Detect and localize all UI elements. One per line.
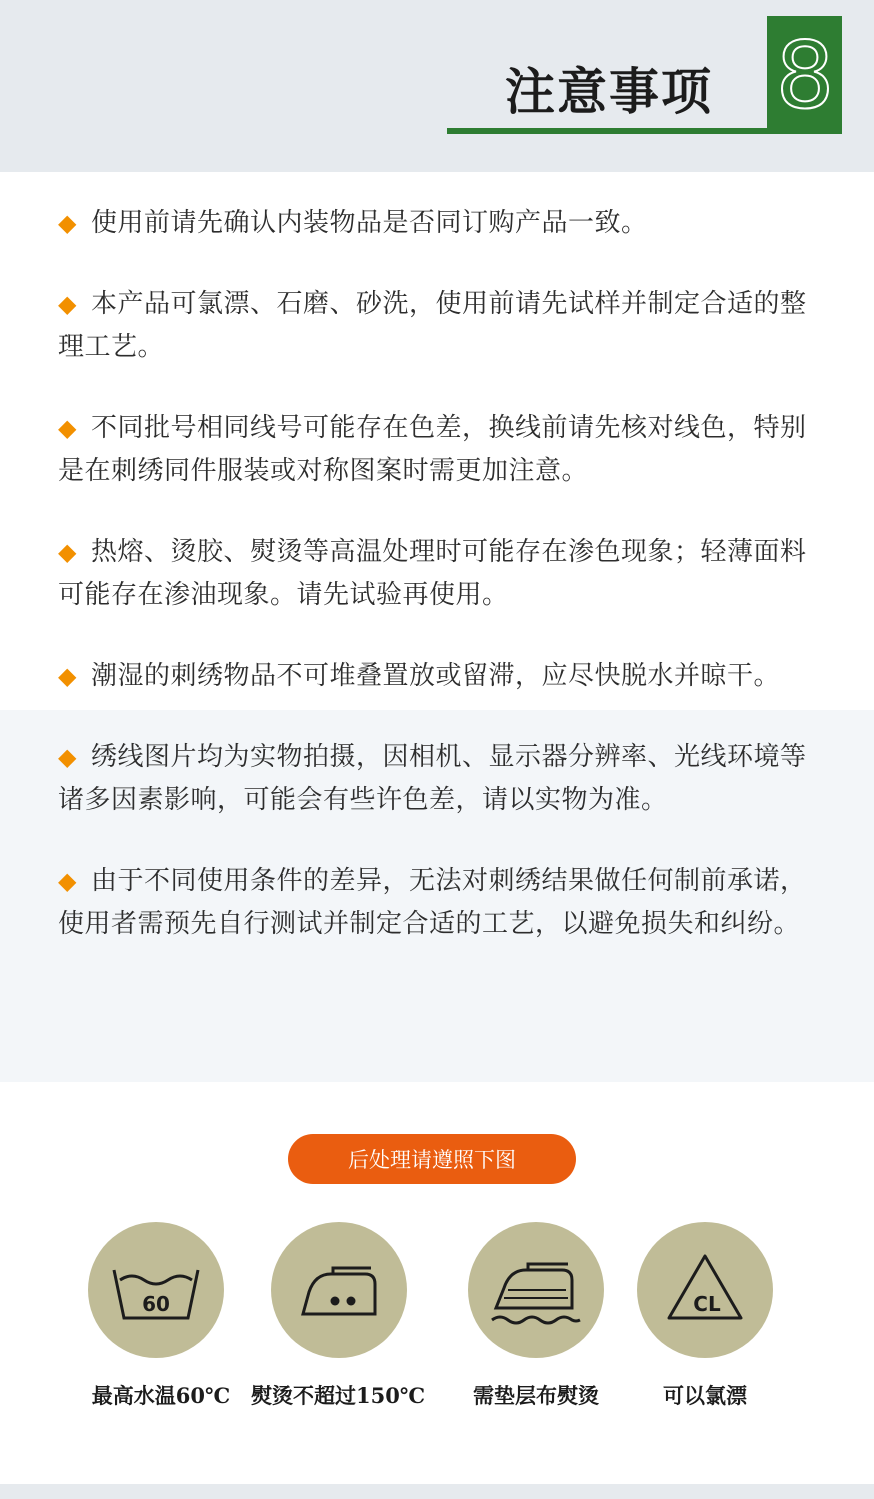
header-band [0, 0, 874, 172]
note-item [58, 202, 818, 245]
footer-strip [0, 1484, 874, 1499]
content-area [0, 172, 874, 1484]
note-item [58, 407, 818, 493]
note-text: 不同批号相同线号可能存在色差，换线前请先核对线色，特别是在刺绣同件服装或对称图案时需更加注意。 [58, 413, 807, 486]
bleach-label: 可以氯漂 [663, 1383, 747, 1408]
bullet-diamond-icon: ◆ [58, 743, 77, 771]
iron-150-label: 熨烫不超过150℃ [251, 1383, 425, 1408]
bleach-cl-icon [637, 1222, 773, 1358]
note-text: 使用前请先确认内装物品是否同订购产品一致。 [90, 208, 648, 238]
note-item [58, 860, 818, 946]
notes-list [58, 202, 818, 984]
note-item [58, 283, 818, 369]
note-item [58, 655, 818, 698]
svg-text:CL: CL [693, 1292, 721, 1316]
iron-with-cloth-label: 需垫层布熨烫 [473, 1383, 599, 1408]
bullet-diamond-icon: ◆ [58, 867, 77, 895]
wash-60-label: 最高水温60℃ [91, 1383, 231, 1408]
section-number-badge [767, 16, 842, 134]
svg-text:60: 60 [142, 1292, 170, 1316]
note-item [58, 736, 818, 822]
iron-two-dots-icon [271, 1222, 407, 1358]
note-text: 由于不同使用条件的差异，无法对刺绣结果做任何制前承诺，使用者需预先自行测试并制定合适的工艺，以避免损失和纠纷。 [58, 866, 807, 939]
bullet-diamond-icon: ◆ [58, 538, 77, 566]
note-text: 绣线图片均为实物拍摄，因相机、显示器分辨率、光线环境等诸多因素影响，可能会有些许色差，请以实物为准。 [58, 742, 807, 815]
page-title: 注意事项 [505, 63, 713, 121]
care-instructions-banner: 后处理请遵照下图 [288, 1134, 576, 1184]
note-item [58, 531, 818, 617]
note-text: 本产品可氯漂、石磨、砂洗，使用前请先试样并制定合适的整理工艺。 [58, 289, 807, 362]
section-number-glyph [775, 27, 835, 123]
bullet-diamond-icon: ◆ [58, 290, 77, 318]
note-text: 热熔、烫胶、熨烫等高温处理时可能存在渗色现象；轻薄面料可能存在渗油现象。请先试验再使用。 [58, 537, 807, 610]
iron-with-cloth-icon [468, 1222, 604, 1358]
bullet-diamond-icon: ◆ [58, 414, 77, 442]
svg-text:8: 8 [775, 27, 834, 123]
note-text: 潮湿的刺绣物品不可堆叠置放或留滞，应尽快脱水并晾干。 [90, 661, 780, 691]
bullet-diamond-icon: ◆ [58, 209, 77, 237]
wash-60-icon [88, 1222, 224, 1358]
bullet-diamond-icon: ◆ [58, 662, 77, 690]
